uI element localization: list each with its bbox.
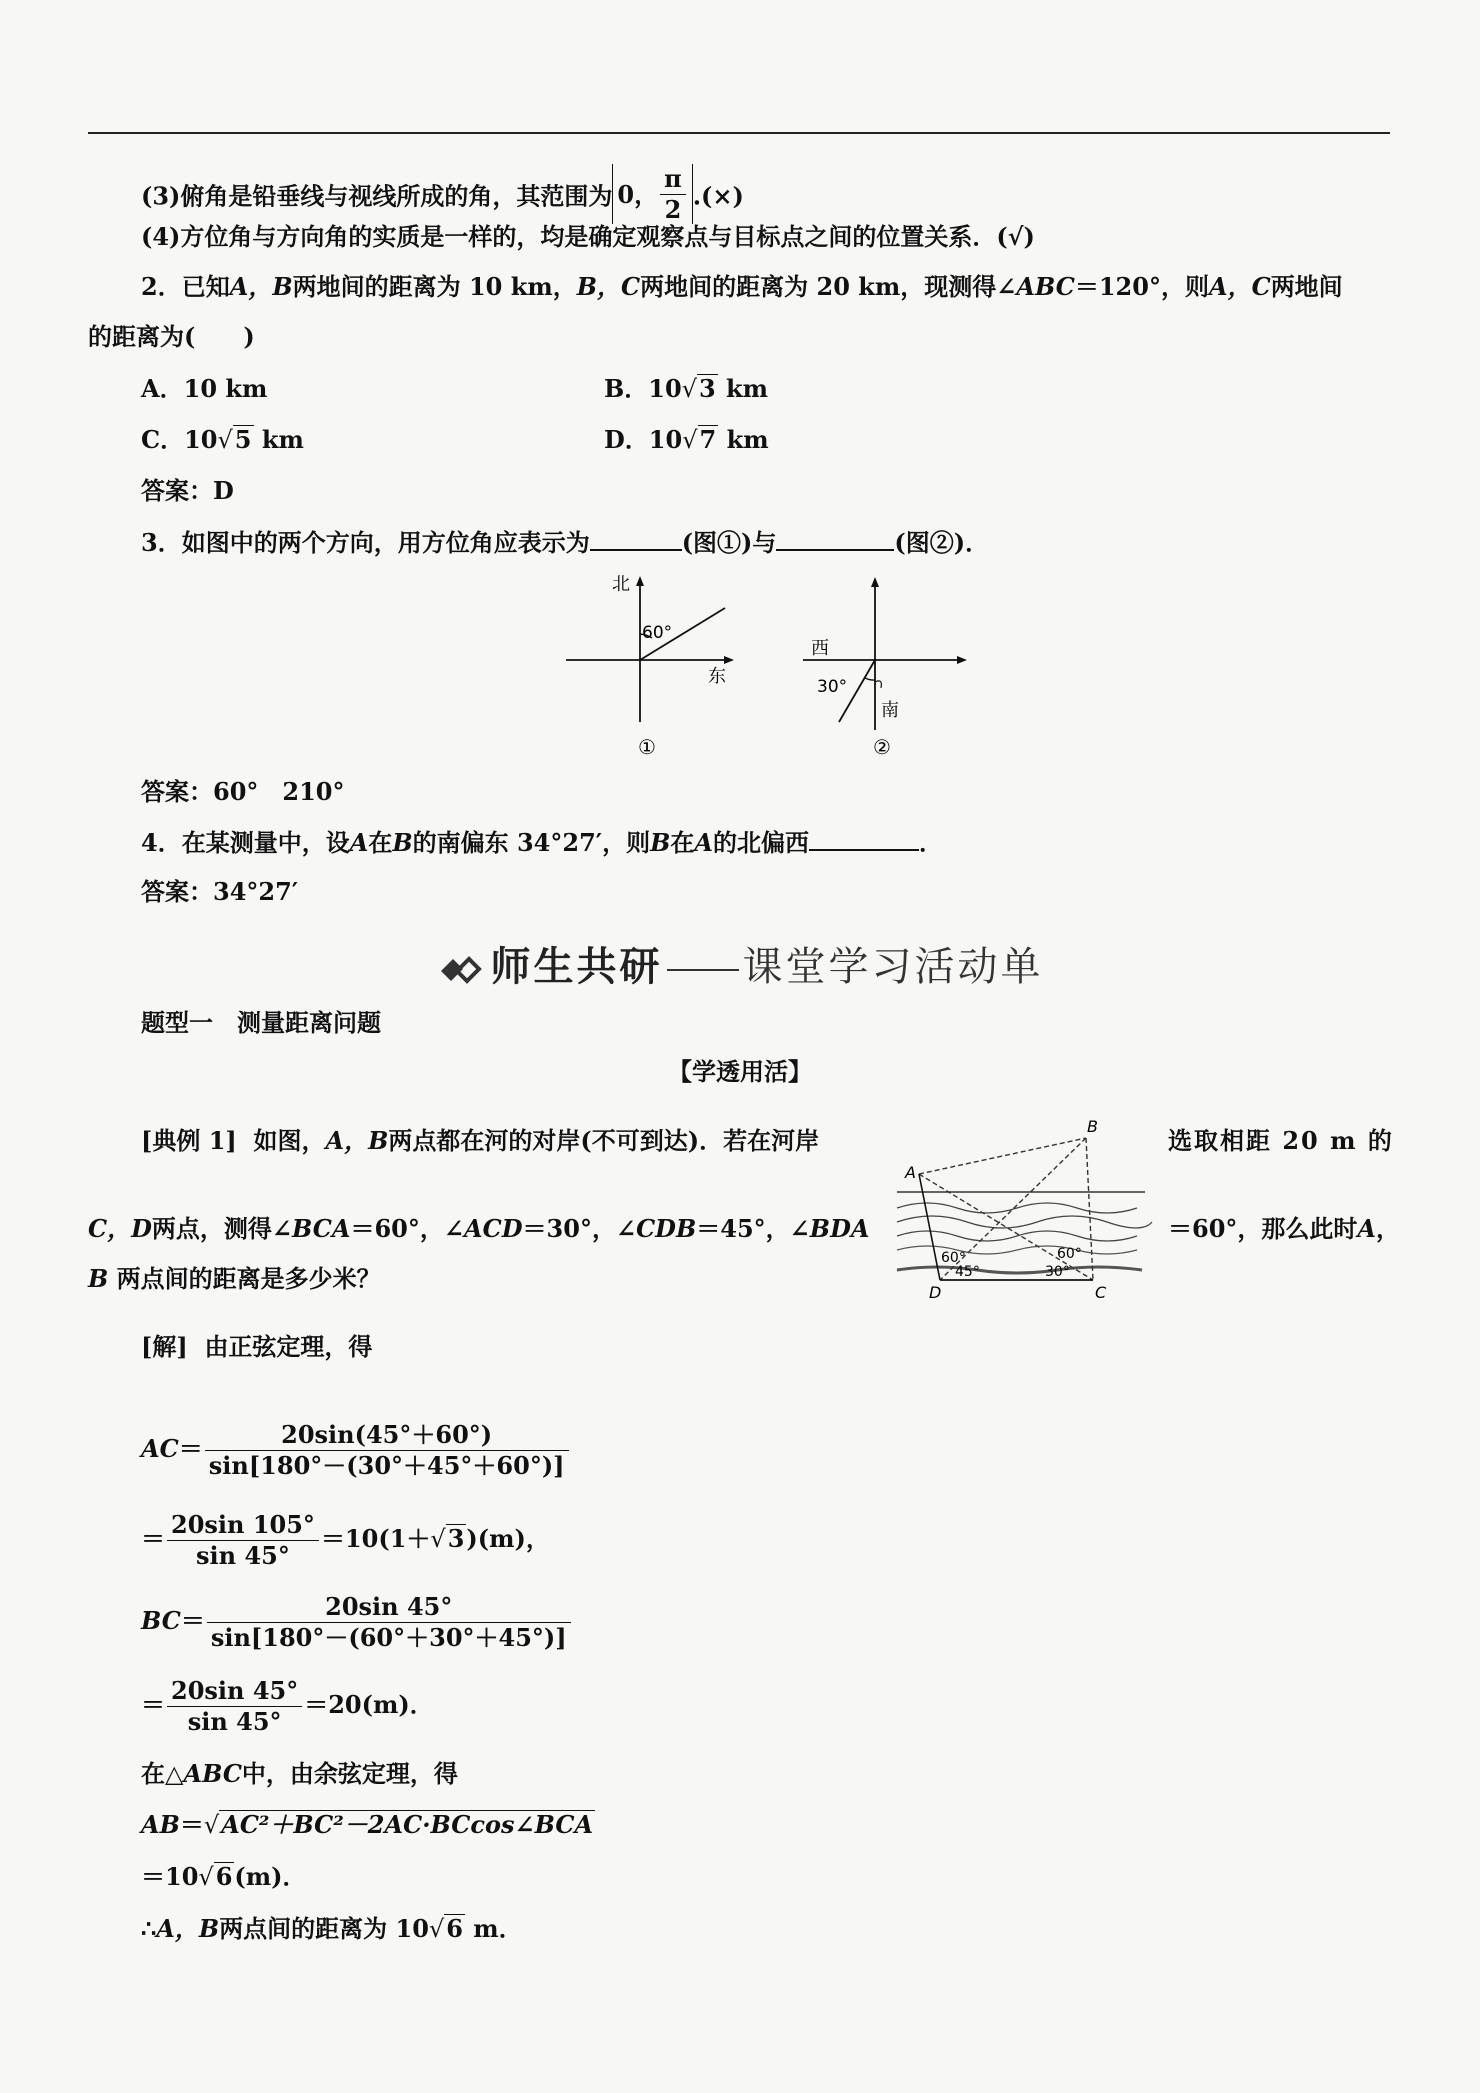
south-label: 南 xyxy=(881,700,899,721)
question-2-stem-line2: 的距离为( ) xyxy=(88,322,255,351)
concl-rad: 6 xyxy=(446,1914,463,1943)
example-label: [典例 1] xyxy=(141,1126,237,1155)
solution-intro-text: 由正弦定理，得 xyxy=(204,1332,373,1361)
cosine-intro xyxy=(141,1757,458,1791)
fig2-caption: ② xyxy=(873,735,891,759)
ex-c3: ＝45°，∠ xyxy=(696,1214,810,1243)
ex-bca: BCA xyxy=(292,1214,351,1243)
bc-formula xyxy=(141,1592,573,1653)
ab-result: ＝10√6(m)． xyxy=(141,1862,307,1891)
q4-p1: 4．在某测量中，设 xyxy=(141,828,350,857)
ac-result: ＝ $\frac{20\sin 105^\circ}{\sin 45^\circ}$ ＝10(1＋√3)(m)， xyxy=(141,1510,550,1570)
q3-post: (图②)． xyxy=(894,528,990,557)
ex-l1a: 如图， xyxy=(253,1126,326,1155)
question-2-stem xyxy=(141,270,1343,304)
ac2-res-pre: ＝10(1＋ xyxy=(320,1524,431,1553)
banner-strong: 师生共研 xyxy=(490,944,663,990)
q2-p4: ＝120°，则 xyxy=(1074,272,1209,301)
ac-var: AC xyxy=(141,1434,179,1463)
ab-formula: AB＝√AC²＋BC²－2AC·BCcos∠BCA xyxy=(141,1810,594,1839)
q3-blank-1 xyxy=(590,525,682,551)
q2-option-c: C．10√5 km xyxy=(141,425,304,454)
q4-p4: 在 xyxy=(670,828,695,857)
ac-num: 20sin(45°＋60°) xyxy=(205,1420,569,1451)
example-line-3 xyxy=(88,1262,381,1296)
example-line-1-right: 选取相距 20 m 的 xyxy=(1168,1126,1394,1155)
q4-p5: 的北偏西 xyxy=(713,828,810,857)
eq3: ＝ xyxy=(180,1606,205,1635)
q2-p3: 两地间的距离为 20 km，现测得∠ xyxy=(640,272,1017,301)
q2-b-rad: 3 xyxy=(698,374,716,403)
ex-ab: A，B xyxy=(325,1126,389,1155)
question-4-stem xyxy=(141,825,943,860)
bc2-den: sin 45° xyxy=(187,1707,282,1736)
q2-d-post: km xyxy=(718,425,769,454)
q4-b2: B xyxy=(650,828,671,857)
section-title: 题型一 测量距离问题 xyxy=(141,1008,381,1037)
q3-mid: (图①)与 xyxy=(681,528,777,557)
eq1: ＝ xyxy=(178,1434,203,1463)
ex-b: B xyxy=(88,1264,109,1293)
cos-post: 中，由余弦定理，得 xyxy=(241,1759,458,1788)
river-angle-4: 60° xyxy=(1057,1246,1082,1262)
pi-over-2 xyxy=(660,164,686,225)
q2-d-rad: 7 xyxy=(699,425,717,454)
q2-p1: 2．已知 xyxy=(141,272,230,301)
q2-p2: 两地间的距离为 10 km， xyxy=(292,272,577,301)
river-point-c: C xyxy=(1095,1283,1107,1302)
item-3-text: (3)俯角是铅垂线与视线所成的角，其范围为 xyxy=(141,181,613,211)
q3-pre: 3．如图中的两个方向，用方位角应表示为 xyxy=(141,528,590,557)
interval-bracket xyxy=(612,164,692,224)
section-subtitle: 【学透用活】 xyxy=(668,1057,812,1086)
bc2-res: ＝20(m)． xyxy=(304,1690,434,1719)
q2-option-d: D．10√7 km xyxy=(604,425,769,454)
q2-option-b: B．10√3 km xyxy=(604,374,769,403)
concl-pre: ∴ xyxy=(141,1914,157,1943)
interval-zero: 0， xyxy=(617,179,659,209)
ac2-res-post: )(m)， xyxy=(466,1524,550,1553)
q2-ac: A，C xyxy=(1208,272,1271,301)
ex-a: A xyxy=(1357,1214,1377,1243)
ab-res-pre: ＝10 xyxy=(141,1862,199,1891)
ex-c1: ＝60°，∠ xyxy=(350,1214,464,1243)
q4-p2: 在 xyxy=(368,828,393,857)
q4-a: A xyxy=(349,828,369,857)
example-line-1 xyxy=(141,1124,819,1158)
q2-ab: A，B xyxy=(229,272,293,301)
q2-c-pre: C．10 xyxy=(141,425,218,454)
q2-b-post: km xyxy=(717,374,769,403)
ex-l3: 两点间的距离是多少米？ xyxy=(116,1264,381,1293)
ac2-rad: 3 xyxy=(447,1524,465,1553)
q2-b-pre: B．10 xyxy=(604,374,682,403)
q2-c-rad: 5 xyxy=(234,425,252,454)
bc-den: sin[180°－(60°＋30°＋45°)] xyxy=(210,1623,567,1652)
bc2-num: 20sin 45° xyxy=(167,1676,302,1707)
two: 2 xyxy=(664,195,682,224)
cos-pre: 在△ xyxy=(141,1759,184,1788)
river-point-a: A xyxy=(905,1163,916,1182)
fig1-angle-label: 60° xyxy=(642,623,673,643)
ex-l2r: ＝60°，那么此时 xyxy=(1168,1214,1358,1243)
ex-cdb: CDB xyxy=(636,1214,697,1243)
q3-answer: 答案：60° 210° xyxy=(141,777,345,806)
eq2: ＝ xyxy=(141,1524,165,1553)
river-point-d: D xyxy=(929,1283,942,1302)
solution-label: [解] xyxy=(141,1332,188,1361)
ac2-num: 20sin 105° xyxy=(167,1510,319,1541)
bc-result xyxy=(141,1676,434,1737)
ex-l2b: 两点，测得∠ xyxy=(151,1214,293,1243)
banner-dash xyxy=(667,969,739,971)
q2-answer: 答案：D xyxy=(141,476,234,505)
figure-2-compass xyxy=(795,572,975,762)
ex-cd: C，D xyxy=(88,1214,152,1243)
ex-bda: BDA xyxy=(809,1214,870,1243)
banner-logo-icon xyxy=(437,955,483,985)
ac2-den: sin 45° xyxy=(196,1541,290,1570)
item-4: (4)方位角与方向角的实质是一样的，均是确定观察点与目标点之间的位置关系．(√) xyxy=(141,222,1035,251)
banner-light: 课堂学习活动单 xyxy=(742,944,1044,990)
q4-a2: A xyxy=(694,828,714,857)
eq4: ＝ xyxy=(141,1690,165,1719)
east-label: 东 xyxy=(708,666,726,687)
river-figure xyxy=(895,1112,1155,1302)
q4-b: B xyxy=(392,828,413,857)
example-line-2 xyxy=(88,1212,870,1246)
ac-formula xyxy=(141,1420,571,1481)
item-3 xyxy=(141,164,744,228)
question-3-stem xyxy=(141,525,989,560)
solution-intro xyxy=(141,1330,372,1364)
ex-l1b: 两点都在河的对岸(不可到达)．若在河岸 xyxy=(388,1126,820,1155)
river-point-b: B xyxy=(1087,1117,1098,1136)
q2-c-post: km xyxy=(253,425,304,454)
top-rule xyxy=(88,132,1390,134)
ab-res-rad: 6 xyxy=(215,1862,233,1891)
river-angle-3: 30° xyxy=(1045,1264,1070,1280)
ab-var: AB xyxy=(141,1810,180,1839)
q2-d-pre: D．10 xyxy=(604,425,683,454)
fig1-caption: ① xyxy=(638,735,656,759)
q2-bc: B，C xyxy=(576,272,641,301)
concl-ab: A，B xyxy=(156,1914,220,1943)
conclusion: ∴A，B两点间的距离为 10√6 m． xyxy=(141,1914,523,1943)
figure-1-compass xyxy=(560,572,740,762)
ab-res-post: (m)． xyxy=(234,1862,307,1891)
concl-post: m． xyxy=(464,1914,523,1943)
q2-abc: ABC xyxy=(1016,272,1075,301)
west-label: 西 xyxy=(811,638,829,659)
bc-var: BC xyxy=(141,1606,181,1635)
ex-acd: ACD xyxy=(464,1214,523,1243)
q4-answer: 答案：34°27′ xyxy=(141,877,299,906)
q4-end: ． xyxy=(919,828,944,857)
river-angle-1: 60° xyxy=(941,1250,966,1266)
concl-mid: 两点间的距离为 10 xyxy=(219,1914,429,1943)
q4-blank xyxy=(809,825,919,851)
fig2-angle-label: 30° xyxy=(817,677,848,697)
q2-option-a: A．10 km xyxy=(141,374,268,403)
river-angle-2: 45° xyxy=(955,1264,980,1280)
section-banner xyxy=(0,935,1480,992)
q4-p3: 的南偏东 34°27′，则 xyxy=(412,828,651,857)
q2-p5: 两地间 xyxy=(1270,272,1343,301)
example-line-2-right: ＝60°，那么此时A， xyxy=(1168,1214,1401,1243)
cos-abc: ABC xyxy=(183,1759,242,1788)
ac-den: sin[180°－(30°＋45°＋60°)] xyxy=(208,1451,565,1480)
north-label: 北 xyxy=(612,574,630,595)
item-3-mark: .(×) xyxy=(692,181,744,211)
ab-rad: AC²＋BC²－2AC·BCcos∠BCA xyxy=(221,1810,594,1839)
bc-num: 20sin 45° xyxy=(207,1592,571,1623)
q3-blank-2 xyxy=(776,525,894,551)
eq5: ＝ xyxy=(179,1810,204,1839)
pi: π xyxy=(660,164,686,195)
ex-c2: ＝30°，∠ xyxy=(522,1214,637,1243)
